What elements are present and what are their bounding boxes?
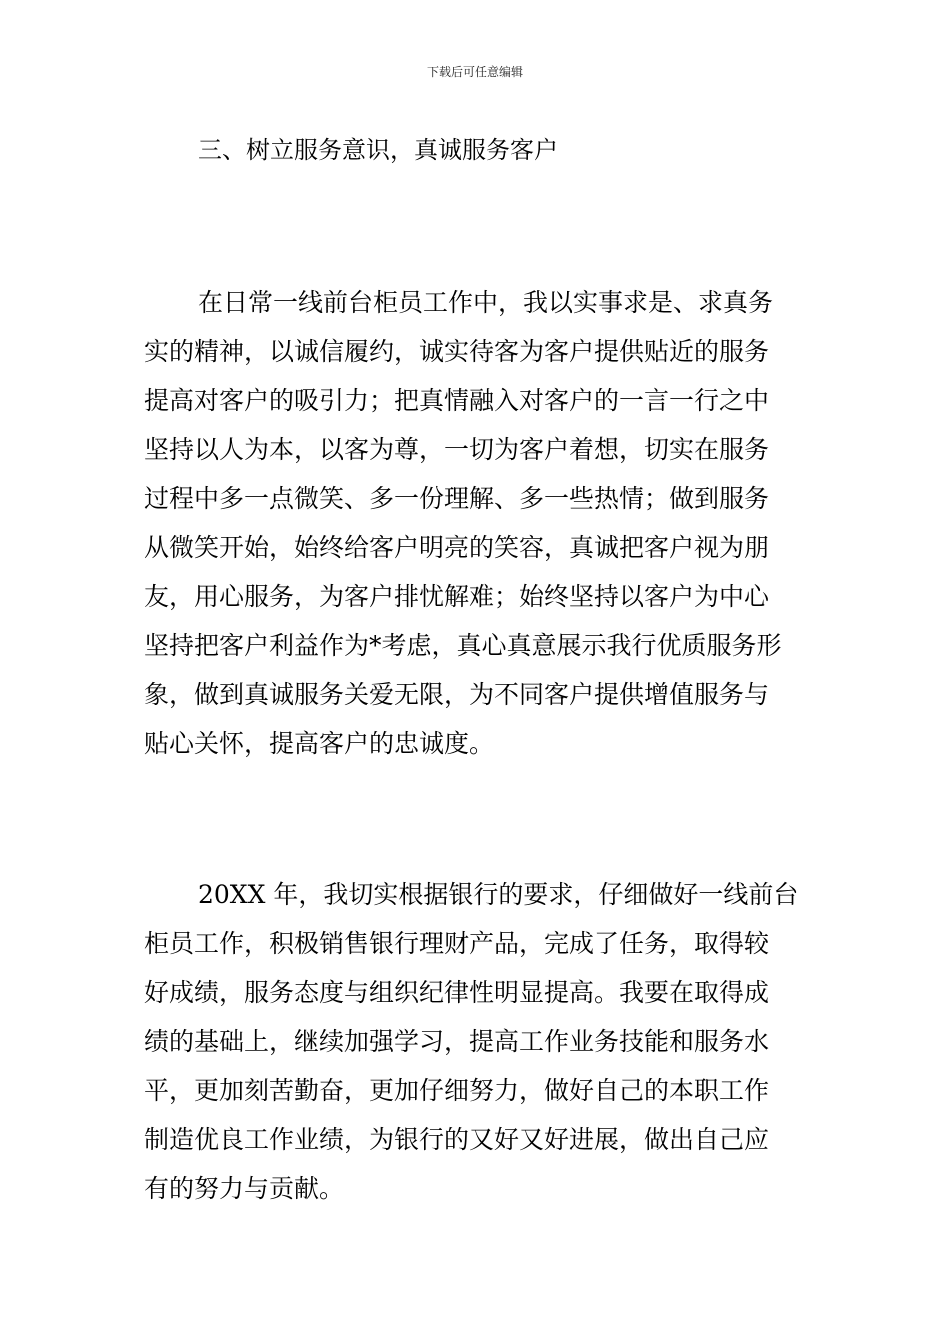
paragraph-line: 实的精神，以诚信履约，诚实待客为客户提供贴近的服务 xyxy=(144,337,770,366)
paragraph-line: 在日常一线前台柜员工作中，我以实事求是、求真务 xyxy=(198,288,774,317)
paragraph-line: 绩的基础上，继续加强学习，提高工作业务技能和服务水 xyxy=(144,1027,770,1056)
section-heading: 三、树立服务意识，真诚服务客户 xyxy=(198,136,558,164)
paragraph-line: 柜员工作，积极销售银行理财产品，完成了任务，取得较 xyxy=(144,929,770,958)
paragraph-line: 从微笑开始，始终给客户明亮的笑容，真诚把客户视为朋 xyxy=(144,533,770,562)
paragraph-annual-summary xyxy=(144,870,814,1213)
paragraph-line: 象，做到真诚服务关爱无限，为不同客户提供增值服务与 xyxy=(144,680,770,709)
paragraph-line: 20XX 年，我切实根据银行的要求，仔细做好一线前台 xyxy=(198,880,799,909)
paragraph-line: 平，更加刻苦勤奋，更加仔细努力，做好自己的本职工作 xyxy=(144,1076,770,1105)
paragraph-line: 友，用心服务，为客户排忧解难；始终坚持以客户为中心 xyxy=(144,582,770,611)
paragraph-line: 贴心关怀，提高客户的忠诚度。 xyxy=(144,729,495,758)
page-header-note: 下载后可任意编辑 xyxy=(426,65,523,79)
paragraph-line: 制造优良工作业绩，为银行的又好又好进展，做出自己应 xyxy=(144,1125,770,1154)
paragraph-line: 过程中多一点微笑、多一份理解、多一些热情；做到服务 xyxy=(144,484,770,513)
paragraph-line: 好成绩，服务态度与组织纪律性明显提高。我要在取得成 xyxy=(144,978,770,1007)
paragraph-line: 有的努力与贡献。 xyxy=(144,1174,345,1203)
paragraph-line: 坚持以人为本，以客为尊，一切为客户着想，切实在服务 xyxy=(144,435,770,464)
paragraph-line: 坚持把客户利益作为*考虑，真心真意展示我行优质服务形 xyxy=(144,631,782,660)
paragraph-customer-service xyxy=(144,278,814,768)
paragraph-line: 提高对客户的吸引力；把真情融入对客户的一言一行之中 xyxy=(144,386,770,415)
